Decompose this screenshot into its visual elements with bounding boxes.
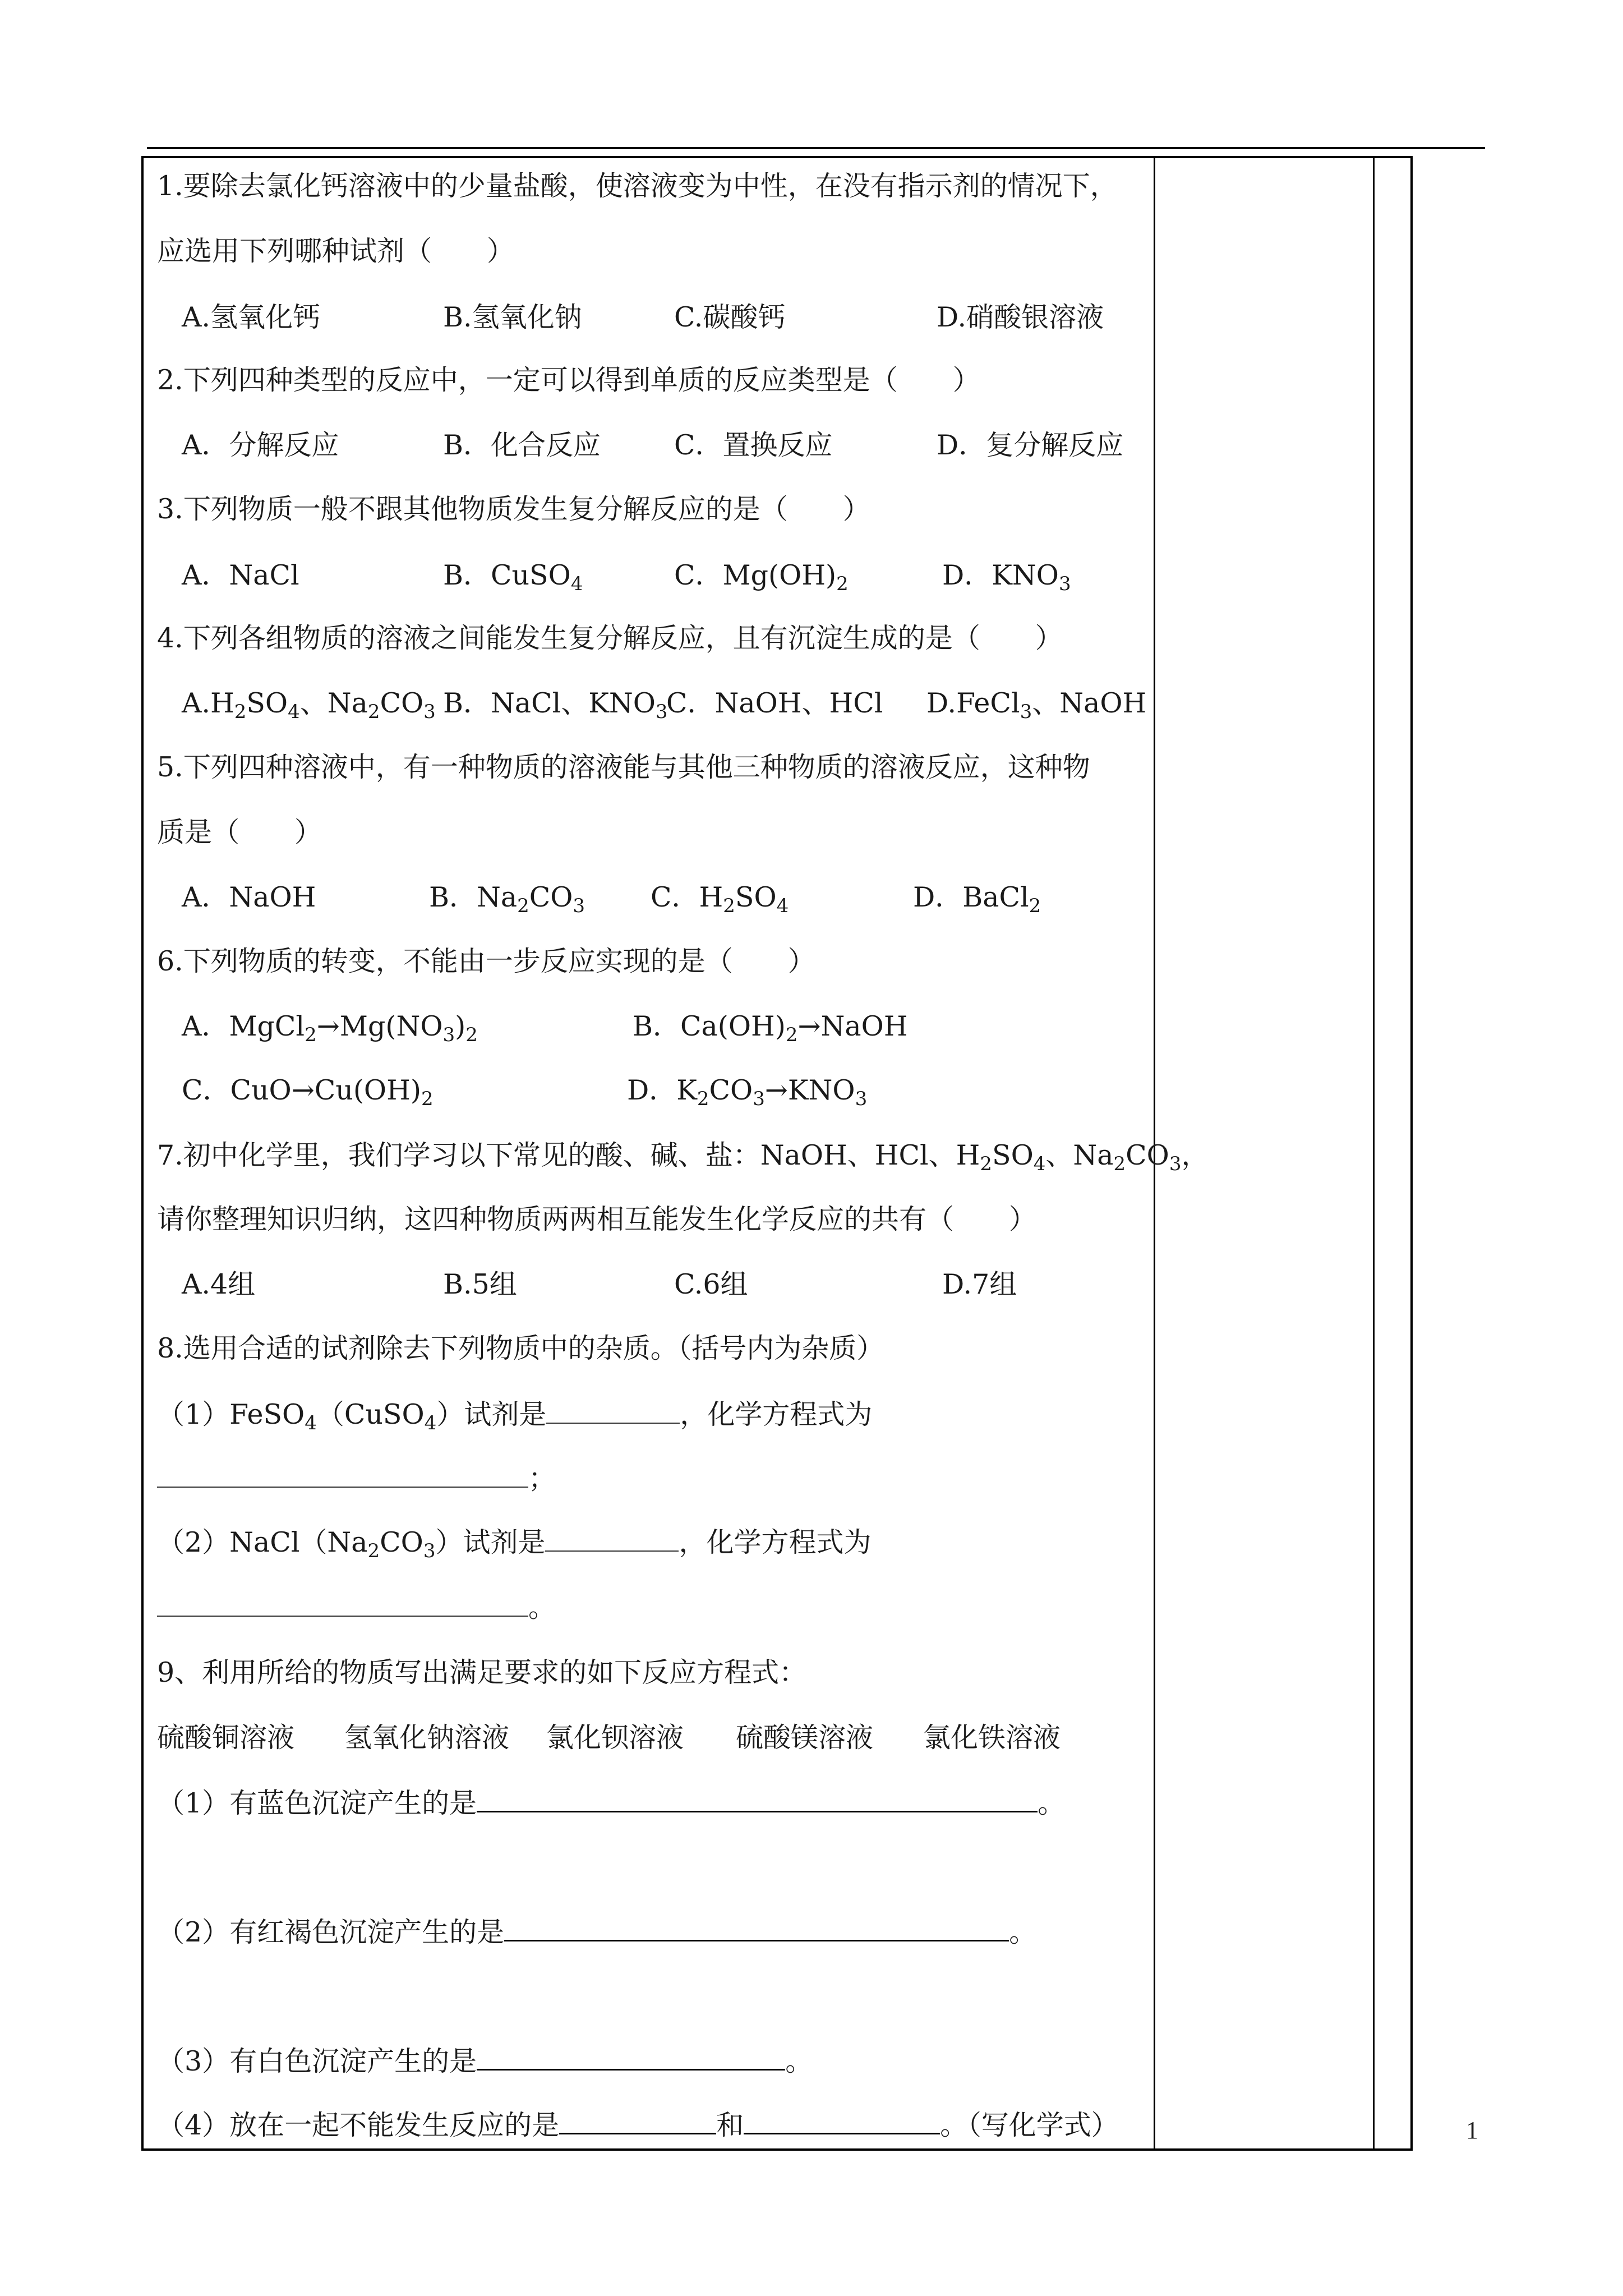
q5-option-a: A．NaOH bbox=[182, 881, 316, 913]
q2-option-a: A．分解反应 bbox=[182, 429, 339, 461]
q8-equation-blank-1[interactable] bbox=[157, 1462, 528, 1488]
q5-option-b: B．$Na_2CO_3$ bbox=[429, 881, 585, 917]
q8-reagent-blank-1[interactable] bbox=[546, 1398, 680, 1424]
q6-line1: 6.下列物质的转变，不能由一步反应实现的是（ ） bbox=[157, 945, 815, 977]
q7-option-a: A.4组 bbox=[182, 1268, 256, 1300]
q8-part2: $(2)NaCl(Na_2CO_3)$试剂是 ，化学方程式为 bbox=[157, 1526, 872, 1562]
q8-line1: 8.选用合适的试剂除去下列物质中的杂质。（括号内为杂质） bbox=[157, 1332, 884, 1364]
q9-line1: 9、利用所给的物质写出满足要求的如下反应方程式： bbox=[157, 1657, 807, 1688]
q8-equation-blank-2[interactable] bbox=[157, 1591, 528, 1617]
q9-material-2: 氢氧化钠溶液 bbox=[344, 1722, 510, 1754]
q1-option-b: B.氢氧化钠 bbox=[443, 301, 582, 333]
q9-material-5: 氯化铁溶液 bbox=[923, 1722, 1061, 1754]
q7-line1: 7.初中化学里，我们学习以下常见的酸、碱、盐：NaOH、HCl、$H_2SO_4$、$Na_2CO_3$， bbox=[157, 1139, 1209, 1175]
q9-answer-blank-1[interactable] bbox=[477, 1786, 1038, 1812]
q8-part2-equation: 。 bbox=[157, 1591, 556, 1625]
q9-material-1: 硫酸铜溶液 bbox=[157, 1722, 295, 1754]
q4-line1: 4.下列各组物质的溶液之间能发生复分解反应，且有沉淀生成的是（ ） bbox=[157, 622, 1063, 654]
q1-option-c: C.碳酸钙 bbox=[674, 301, 786, 333]
q9-answer-blank-3[interactable] bbox=[477, 2044, 785, 2070]
q9-part3: （3）有白色沉淀产生的是 。 bbox=[157, 2045, 813, 2077]
q8-part1: （1）FeSO$_4$（CuSO$_4$）试剂是 ，化学方程式为 bbox=[157, 1398, 873, 1434]
q4-option-b: B．NaCl、$KNO_3$ bbox=[443, 687, 668, 723]
q4-option-a: $A.H_2SO_4$、$Na_2CO_3$ bbox=[182, 687, 436, 723]
q6-option-d: D．$K_2CO_3\to KNO_3$ bbox=[627, 1074, 868, 1110]
q5-option-d: D．BaCl$_2$ bbox=[913, 881, 1041, 917]
q5-line1: 5.下列四种溶液中，有一种物质的溶液能与其他三种物质的溶液反应，这种物 bbox=[157, 751, 1090, 783]
q4-option-d: D.FeCl$_3$、NaOH bbox=[926, 687, 1147, 723]
q9-material-4: 硫酸镁溶液 bbox=[736, 1722, 874, 1754]
q9-part4: （4）放在一起不能发生反应的是 和 。（写化学式） bbox=[157, 2109, 1119, 2141]
q9-answer-blank-4b[interactable] bbox=[744, 2108, 940, 2134]
q9-answer-blank-2[interactable] bbox=[504, 1915, 1009, 1941]
q1-option-a: A.氢氧化钙 bbox=[182, 301, 320, 333]
q3-option-d: D．$KNO_3$ bbox=[942, 559, 1071, 595]
q5-line2: 质是（ ） bbox=[157, 816, 322, 848]
q2-option-d: D．复分解反应 bbox=[937, 429, 1124, 461]
q7-option-c: C.6组 bbox=[674, 1268, 748, 1300]
q1-line1: 1.要除去氯化钙溶液中的少量盐酸，使溶液变为中性，在没有指示剂的情况下， bbox=[157, 170, 1118, 202]
q7-option-b: B.5组 bbox=[443, 1268, 517, 1300]
q1-option-d: D.硝酸银溶液 bbox=[937, 301, 1104, 333]
q5-option-c: C．$H_2SO_4$ bbox=[651, 881, 789, 917]
q6-option-c: C．$CuO\to Cu(OH)_2$ bbox=[182, 1074, 434, 1110]
q2-option-c: C．置换反应 bbox=[674, 429, 833, 461]
q2-line1: 2.下列四种类型的反应中，一定可以得到单质的反应类型是（ ） bbox=[157, 364, 980, 396]
q8-part1-equation: ； bbox=[157, 1462, 556, 1496]
column-divider-2 bbox=[1373, 156, 1375, 2151]
q9-answer-blank-4a[interactable] bbox=[559, 2108, 716, 2134]
q6-option-a: A．$MgCl_2\to Mg(NO_3)_2$ bbox=[182, 1010, 478, 1046]
q3-option-b: B．CuSO$_4$ bbox=[443, 559, 583, 595]
q1-line2: 应选用下列哪种试剂（ ） bbox=[157, 235, 515, 267]
header-rule bbox=[147, 147, 1485, 149]
q3-line1: 3.下列物质一般不跟其他物质发生复分解反应的是（ ） bbox=[157, 493, 870, 525]
q4-option-c: C．NaOH、HCl bbox=[666, 687, 883, 719]
q2-option-b: B．化合反应 bbox=[443, 429, 601, 461]
page-number: 1 bbox=[1466, 2116, 1478, 2144]
q9-material-3: 氯化钡溶液 bbox=[546, 1722, 684, 1754]
q6-option-b: B．$Ca(OH)_2\to NaOH$ bbox=[633, 1010, 908, 1046]
q9-part2: （2）有红褐色沉淀产生的是 。 bbox=[157, 1916, 1037, 1948]
q3-option-c: C．$Mg(OH)_2$ bbox=[674, 559, 849, 595]
q8-reagent-blank-2[interactable] bbox=[545, 1526, 679, 1552]
q7-option-d: D.7组 bbox=[942, 1268, 1017, 1300]
q9-part1: （1）有蓝色沉淀产生的是 。 bbox=[157, 1787, 1066, 1819]
q3-option-a: A．NaCl bbox=[182, 559, 299, 591]
q7-line2: 请你整理知识归纳，这四种物质两两相互能发生化学反应的共有（ ） bbox=[157, 1203, 1037, 1235]
